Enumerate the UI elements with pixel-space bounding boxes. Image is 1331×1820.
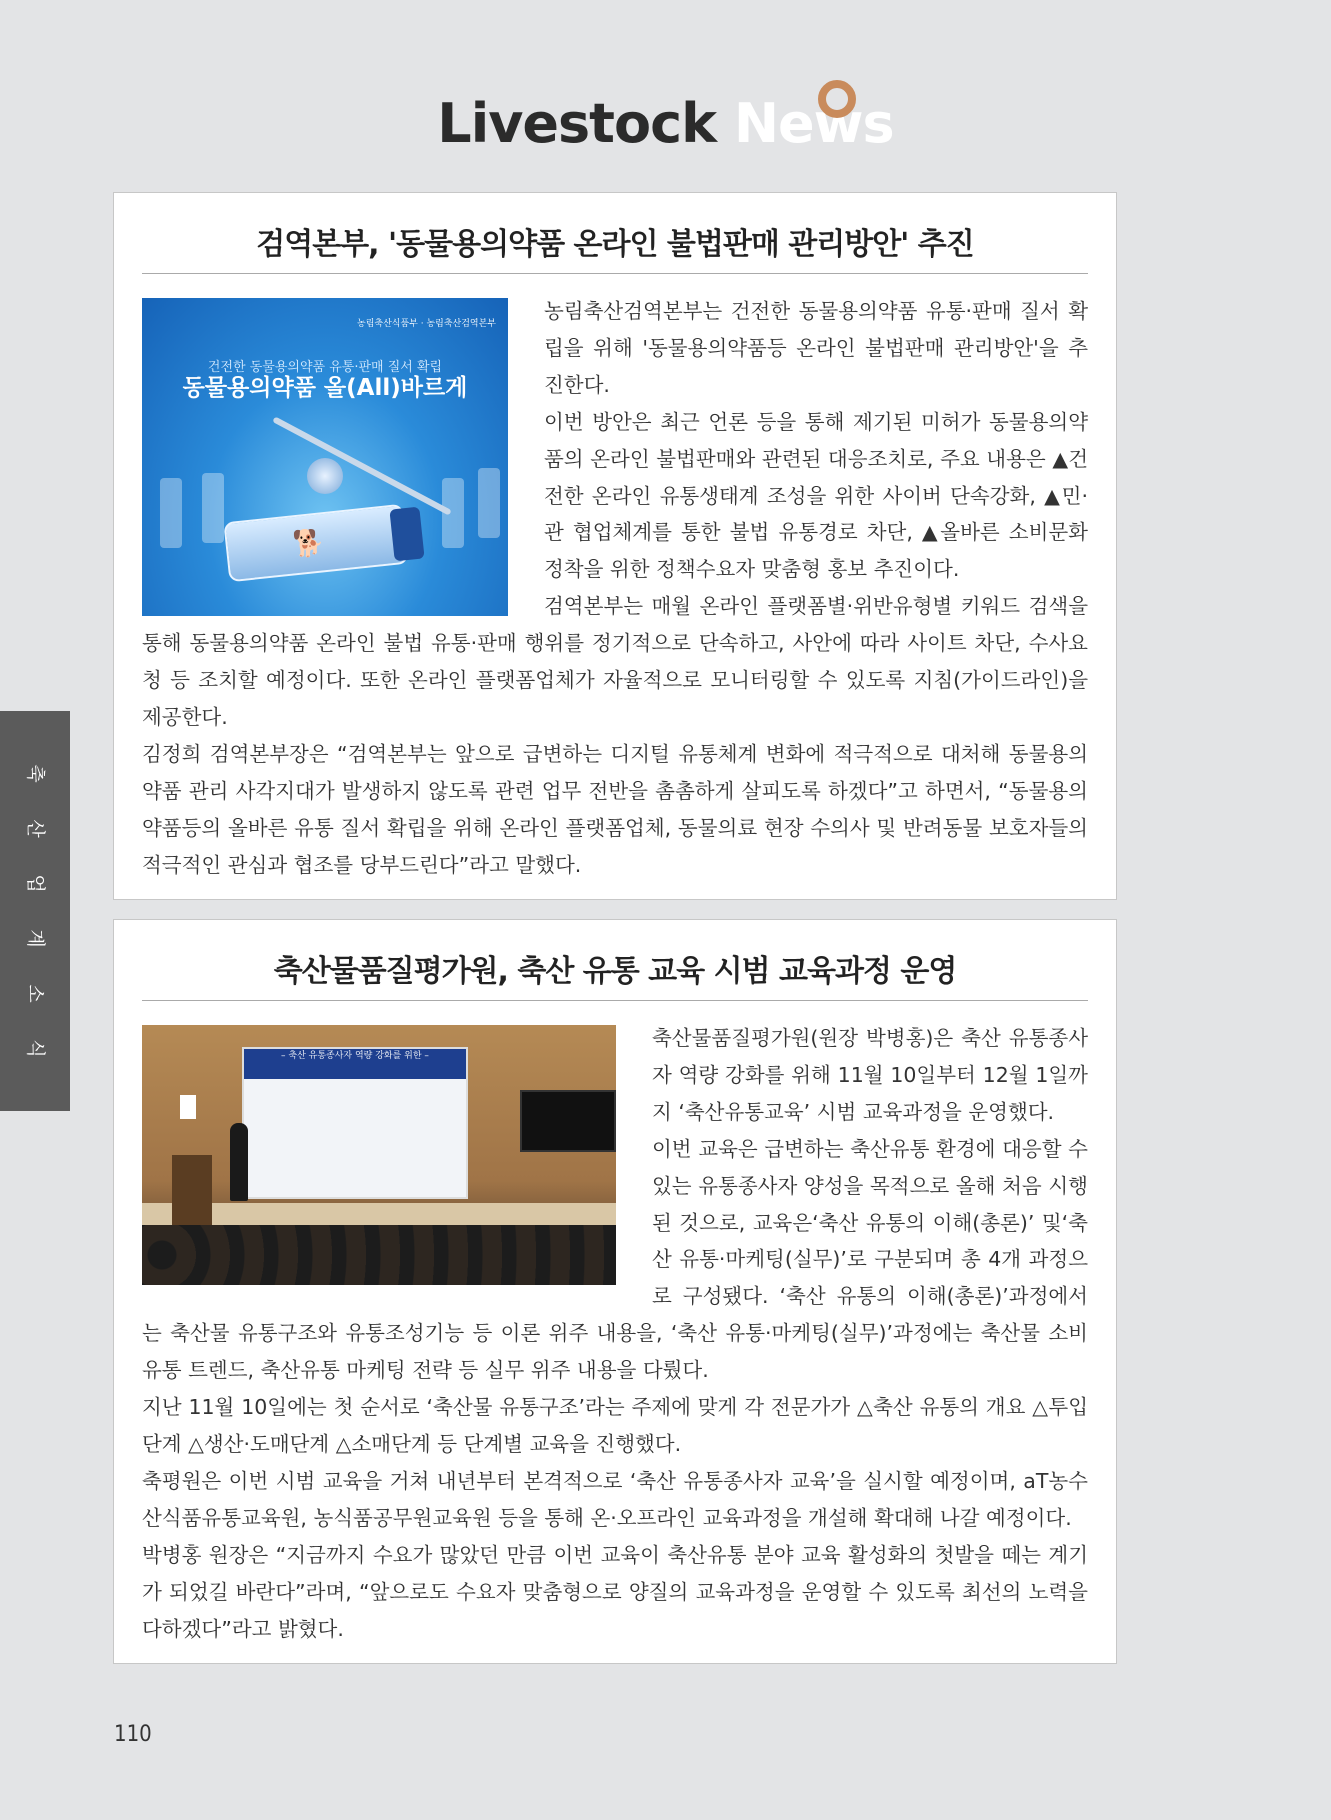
side-tab-char: 업 xyxy=(24,874,47,893)
article-paragraph: 축산물품질평가원(원장 박병홍)은 축산 유통종사자 역량 강화를 위해 11월 10일부터 12월 1일까지 ‘축산유통교육’ 시범 교육과정을 운영했다. xyxy=(652,1026,1088,1124)
header-word-news: News xyxy=(733,92,894,155)
article-paragraph: 지난 11월 10일에는 첫 순서로 ‘축산물 유통구조’라는 주제에 맞게 각 전문가가 △축산 유통의 개요 △투입단계 △생산·도매단계 △소매단계 등 단계별 교육을 진행했다. xyxy=(142,1395,1088,1456)
article-paragraph: 김정희 검역본부장은 “검역본부는 앞으로 급변하는 디지털 유통체계 변화에 적극적으로 대처해 동물용의약품 관리 사각지대가 발생하지 않도록 관련 업무 전반을 촘촘하게 살피도록 하겠다”고 하면서, “동물용의약품등의 올바른 유통 질서 확립을 위해 온라인 플랫폼업체, 동물의료 현장 수의사 및 반려동물 보호자들의 적극적인 관심과 협조를 당부드린다”라고 말했다. xyxy=(142,741,1088,877)
article-grading-institute xyxy=(113,919,1117,1664)
article-title: 검역본부, '동물용의약품 온라인 불법판매 관리방안' 추진 xyxy=(256,227,974,262)
page-header-title xyxy=(0,92,1331,155)
syringe-shape xyxy=(272,416,451,515)
article-paragraph: 박병홍 원장은 “지금까지 수요가 많았던 만큼 이번 교육이 축산유통 분야 교육 활성화의 첫발을 떼는 계기가 되었길 바란다”라며, “앞으로도 수요자 맞춤형으로 양질의 교육과정을 운영할 수 있도록 최선의 노력을 다하겠다”라고 밝혔다. xyxy=(142,1542,1088,1641)
article-image-vaccine xyxy=(142,298,508,616)
side-tab-char: 계 xyxy=(24,929,47,948)
side-tab-char: 소 xyxy=(24,984,47,1003)
title-divider xyxy=(142,1000,1088,1001)
flag-shape xyxy=(180,1095,196,1119)
bubble-shape xyxy=(307,458,343,494)
bg-vial-shape xyxy=(478,468,500,538)
page-number: 110 xyxy=(114,1722,152,1747)
article-paragraph: 이번 방안은 최근 언론 등을 통해 제기된 미허가 동물용의약품의 온라인 불법판매와 관련된 대응조치로, 주요 내용은 ▲건전한 온라인 유통생태계 조성을 위한 사이버 단속강화, ▲민·관 협업체계를 통한 불법 유통경로 차단, ▲올바른 소비문화 정착을 위한 정책수요자 맞춤형 홍보 추진이다. xyxy=(544,409,1088,582)
article-title: 축산물품질평가원, 축산 유통 교육 시범 교육과정 운영 xyxy=(273,954,957,989)
article-paragraph: 이번 교육은 급변하는 축산유통 환경에 대응할 수 있는 유통종사자 양성을 목적으로 올해 처음 시행된 것으로, 교육은‘축산 유통의 이해(총론)’ 및‘축산 유통·마케팅(실무)’로 구분되며 총 4개 과정으로 구성됐다. ‘축산 유통의 이해(총론)’과정에서는 축산물 유통구조와 유통조성기능 등 이론 위주 내용을, ‘축산 유통·마케팅(실무)’과정에는 축산물 소비 유통 트렌드, 축산유통 마케팅 전략 등 실무 위주 내용을 다뤘다. xyxy=(142,1136,1088,1383)
podium-shape xyxy=(172,1155,212,1225)
header-word-livestock: Livestock xyxy=(437,92,717,155)
stage-shape xyxy=(142,1203,616,1227)
article-body xyxy=(142,1020,1088,1647)
audience-shape xyxy=(142,1225,616,1285)
title-divider xyxy=(142,273,1088,274)
article-paragraph: 농림축산검역본부는 건전한 동물용의약품 유통·판매 질서 확립을 위해 '동물용의약품등 온라인 불법판매 관리방안'을 추진한다. xyxy=(544,299,1088,397)
side-tab-char: 산 xyxy=(24,819,47,838)
speaker-figure xyxy=(230,1123,248,1201)
image-caption-large: 동물용의약품 올(All)바르게 xyxy=(182,375,468,401)
dog-icon: 🐕 xyxy=(292,529,325,559)
ministry-logos: 농림축산식품부 · 농림축산검역본부 xyxy=(357,319,496,329)
side-tab-char: 식 xyxy=(24,1039,47,1058)
image-caption-small: 건전한 동물용의약품 유통·판매 질서 확립 xyxy=(207,360,443,375)
side-tab-char: 축 xyxy=(24,764,47,783)
projection-screen xyxy=(242,1047,468,1199)
article-paragraph: 축평원은 이번 시범 교육을 거쳐 내년부터 본격적으로 ‘축산 유통종사자 교육’을 실시할 예정이며, aT농수산식품유통교육원, 농식품공무원교육원 등을 통해 온·오프라인 교육과정을 개설해 확대해 나갈 예정이다. xyxy=(142,1468,1088,1530)
article-paragraph: 검역본부는 매월 온라인 플랫폼별·위반유형별 키워드 검색을 통해 동물용의약품 온라인 불법 유통·판매 행위를 정기적으로 단속하고, 사안에 따라 사이트 차단, 수사요청 등 조치할 예정이다. 또한 온라인 플랫폼업체가 자율적으로 모니터링할 수 있도록 지침(가이드라인)을 제공한다. xyxy=(142,594,1088,729)
bg-vial-shape xyxy=(202,473,224,543)
bg-vial-shape xyxy=(160,478,182,548)
section-side-tab xyxy=(0,711,70,1111)
article-body xyxy=(142,293,1088,884)
vial-cap-shape xyxy=(389,507,424,562)
tv-monitor-shape xyxy=(520,1090,616,1152)
screen-banner: – 축산 유통종사자 역량 강화를 위한 – xyxy=(244,1049,466,1079)
article-quarantine-agency xyxy=(113,192,1117,900)
article-image-lecture xyxy=(142,1025,616,1285)
header-circle-icon xyxy=(818,80,856,118)
